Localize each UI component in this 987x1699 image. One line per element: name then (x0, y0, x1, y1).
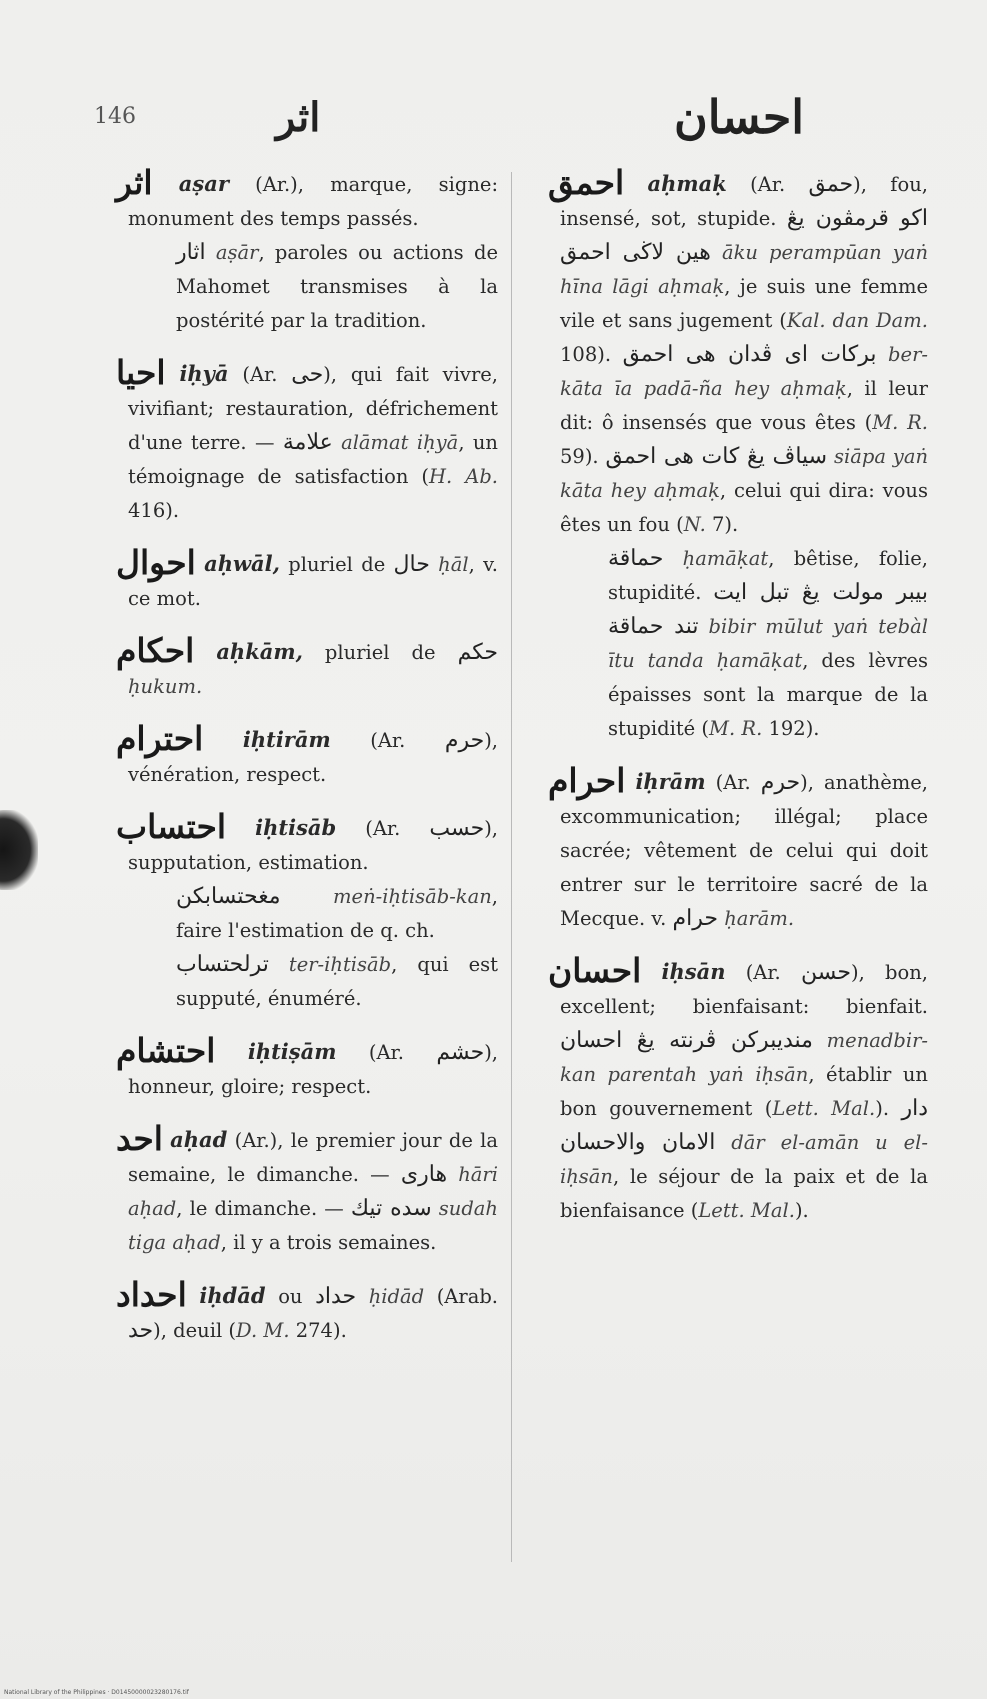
italic-text: M. R. (872, 411, 928, 434)
headword-transliteration: aḥkām, (216, 639, 303, 664)
definition-text: 108). (560, 343, 623, 366)
arabic-script: دار الامان والاحسان (560, 1096, 928, 1155)
definition-text: (Ar. (715, 771, 761, 794)
definition-text: ). (794, 1199, 809, 1222)
arabic-script: حسن (800, 960, 851, 985)
dictionary-entry (548, 163, 929, 746)
definition-text: , établir un bon gouvernement ( (560, 1063, 928, 1120)
italic-text: M. R. (709, 717, 763, 740)
headword-transliteration: iḥtiṣām (247, 1039, 337, 1064)
headword-arabic: احترام (116, 719, 204, 758)
headword-arabic: احداد (116, 1275, 187, 1314)
dictionary-entry (116, 543, 498, 616)
headword-arabic: احتشام (116, 1031, 216, 1070)
right-column (548, 163, 929, 1246)
italic-text: hāri aḥad (128, 1163, 498, 1220)
arabic-script: اكو قرمڤون يڠ هين لاڬى احمق (560, 206, 928, 265)
italic-text: ḥidād (356, 1285, 425, 1308)
italic-text: ḥarām. (718, 907, 795, 930)
italic-text: menadbir-kan parentah yaṅ iḥsān (560, 1029, 929, 1086)
arabic-script: بركات اى ڤدان هى احمق (622, 342, 877, 367)
headword-arabic: اثر (116, 163, 153, 202)
arabic-script: سده تيك (350, 1196, 432, 1221)
definition-text: , il y a trois semaines. (220, 1231, 437, 1254)
italic-text: sudah tiga aḥad (128, 1197, 498, 1254)
headword-transliteration: iḥdād (199, 1283, 266, 1308)
italic-text: ḥukum. (128, 675, 203, 698)
italic-text: N. (683, 513, 706, 536)
headword-transliteration: iḥtirām (242, 727, 331, 752)
arabic-script: حمق (808, 172, 854, 197)
dictionary-entry (116, 163, 499, 338)
arabic-script: حد (128, 1318, 154, 1343)
headword-arabic: احيا (116, 353, 166, 392)
headword-transliteration: aḥmaḳ (647, 171, 727, 196)
definition-text: ), supputation, estimation. (128, 817, 498, 874)
definition-text: (Ar.), marque, signe: monument des temps passés. (128, 173, 499, 230)
arabic-script: ترلحتساب (176, 952, 269, 977)
arabic-script: حال (393, 552, 430, 577)
dictionary-entry (116, 719, 498, 792)
definition-text: ), bon, excellent; bienfaisant: bienfait. (560, 961, 928, 1018)
italic-text: ḥāl (429, 553, 469, 576)
dictionary-entry (116, 1031, 498, 1104)
scan-footer: National Library of the Philippines · D01450000023280176.tif (4, 1689, 189, 1696)
arabic-script: اثار (176, 240, 206, 265)
dictionary-entry (116, 631, 498, 704)
dictionary-entry (116, 807, 499, 1016)
italic-text: meṅ-iḥtisāb-kan (280, 885, 492, 908)
definition-text: 192). (762, 717, 820, 740)
arabic-script: منديبركن ڤرنته يڠ احسان (560, 1028, 813, 1053)
definition-text: , v. ce mot. (128, 553, 498, 610)
page-number: 146 (94, 104, 136, 129)
italic-text: siāpa yaṅ kāta hey aḥmaḳ (560, 445, 928, 502)
definition-text: pluriel de (324, 641, 458, 664)
italic-text: bibir mūlut yaṅ tebàl ītu tanda ḥamāḳat (608, 615, 928, 672)
arabic-script: علامة (282, 430, 333, 455)
sub-entry (560, 542, 928, 746)
definition-text: , paroles ou actions de Mahomet transmises à la postérité par la tradition. (176, 241, 498, 332)
definition-text: (Arab. (424, 1285, 499, 1308)
sub-entry (128, 236, 498, 338)
definition-text: ), vénération, respect. (128, 729, 498, 786)
arabic-script: حكم (457, 640, 498, 665)
arabic-script: مغحتسابكن (176, 884, 281, 909)
definition-text: (Ar. (242, 363, 292, 386)
definition-text: ou (278, 1285, 316, 1308)
italic-text: ter-iḥtisāb (268, 953, 392, 976)
definition-text: , le dimanche. — (176, 1197, 351, 1220)
arabic-script: حشم (436, 1040, 485, 1065)
headword-arabic: احرام (548, 761, 626, 800)
definition-text: , bêtise, folie, stupidité. (608, 547, 929, 604)
headword-arabic: احكام (116, 631, 195, 670)
definition-text: (Ar. (365, 817, 430, 840)
running-head-left: اثر (276, 94, 321, 141)
italic-text: Lett. Mal. (698, 1199, 795, 1222)
headword-arabic: احوال (116, 543, 196, 582)
arabic-script: حرم (760, 770, 801, 795)
definition-text: ), honneur, gloire; respect. (128, 1041, 498, 1098)
definition-text: , qui est supputé, énuméré. (176, 953, 499, 1010)
arabic-script: بيبر مولت يڠ تبل ايت تند حماقة (608, 580, 928, 639)
italic-text: Kal. dan Dam. (786, 309, 928, 332)
definition-text: ), anathème, excommunication; illégal; place sacrée; vêtement de celui qui doit entrer sur le territoire sacré de la Mecque. v. (560, 771, 928, 930)
definition-text: , des lèvres épaisses sont la marque de la stupidité ( (608, 649, 928, 740)
headword-arabic: احتساب (116, 807, 227, 846)
dictionary-entry (116, 1275, 499, 1348)
dictionary-entry (116, 1119, 499, 1260)
italic-text: ḥamāḳat (663, 547, 769, 570)
definition-text: , un témoignage de satisfaction ( (128, 431, 498, 488)
definition-text: ), qui fait vivre, vivifiant; restauration, défrichement d'une terre. — (128, 363, 499, 454)
definition-text: 7). (705, 513, 739, 536)
headword-transliteration: iḥyā (179, 361, 229, 386)
arabic-script: حى (291, 362, 324, 387)
headword-transliteration: aḥwāl, (204, 551, 280, 576)
italic-text: āku perampūan yaṅ hīna lāgi aḥmaḳ (560, 241, 929, 298)
left-column (116, 163, 499, 1366)
definition-text: (Ar. (750, 173, 809, 196)
sub-entry (128, 948, 498, 1016)
headword-arabic: احمق (548, 163, 625, 202)
headword-arabic: احسان (548, 951, 642, 990)
definition-text: 59). (560, 445, 606, 468)
definition-text: ), fou, insensé, sot, stupide. (560, 173, 928, 230)
definition-text: (Ar. (370, 729, 445, 752)
italic-text: D. M. (236, 1319, 290, 1342)
italic-text: aṣār (205, 241, 259, 264)
sub-entry (128, 880, 498, 948)
italic-text: alāmat iḥyā (332, 431, 459, 454)
italic-text: Lett. Mal. (772, 1097, 876, 1120)
headword-transliteration: iḥsān (661, 959, 726, 984)
italic-text: ber-kāta īa padā-ña hey aḥmaḳ (560, 343, 928, 400)
arabic-script: حرام (672, 906, 718, 931)
definition-text: ), deuil ( (153, 1319, 237, 1342)
arabic-script: هارى (400, 1162, 448, 1187)
headword-transliteration: iḥrām (635, 769, 706, 794)
running-head-right: احسان (674, 90, 805, 144)
ink-smudge (0, 810, 38, 890)
arabic-script: حسب (429, 816, 485, 841)
definition-text: , faire l'estimation de q. ch. (176, 885, 498, 942)
headword-transliteration: aṣar (178, 171, 229, 196)
headword-transliteration: iḥtisāb (255, 815, 337, 840)
definition-text: , il leur dit: ô insensés que vous êtes ( (560, 377, 928, 434)
headword-arabic: احد (116, 1119, 163, 1158)
definition-text: , je suis une femme vile et sans jugement ( (560, 275, 929, 332)
dictionary-entry (548, 951, 929, 1228)
column-divider (511, 172, 512, 1562)
definition-text: (Ar. (368, 1041, 437, 1064)
definition-text: (Ar.), le premier jour de la semaine, le dimanche. — (128, 1129, 499, 1186)
italic-text: H. Ab. (429, 465, 499, 488)
definition-text: , le séjour de la paix et de la bienfaisance ( (560, 1165, 928, 1222)
definition-text: ). (875, 1097, 902, 1120)
definition-text: 416). (128, 499, 180, 522)
definition-text: pluriel de (288, 553, 394, 576)
italic-text: dār el-amān u el-iḥsān (560, 1131, 928, 1188)
arabic-script: سياڤ يڠ كات هى احمق (605, 444, 828, 469)
definition-text: 274). (289, 1319, 347, 1342)
arabic-script: حرم (444, 728, 485, 753)
headword-transliteration: aḥad (170, 1127, 228, 1152)
dictionary-entry (116, 353, 499, 528)
definition-text: , celui qui dira: vous êtes un fou ( (560, 479, 928, 536)
dictionary-entry (548, 761, 928, 936)
arabic-script: حماقة (608, 546, 664, 571)
arabic-script: حداد (315, 1284, 357, 1309)
definition-text: (Ar. (745, 961, 801, 984)
